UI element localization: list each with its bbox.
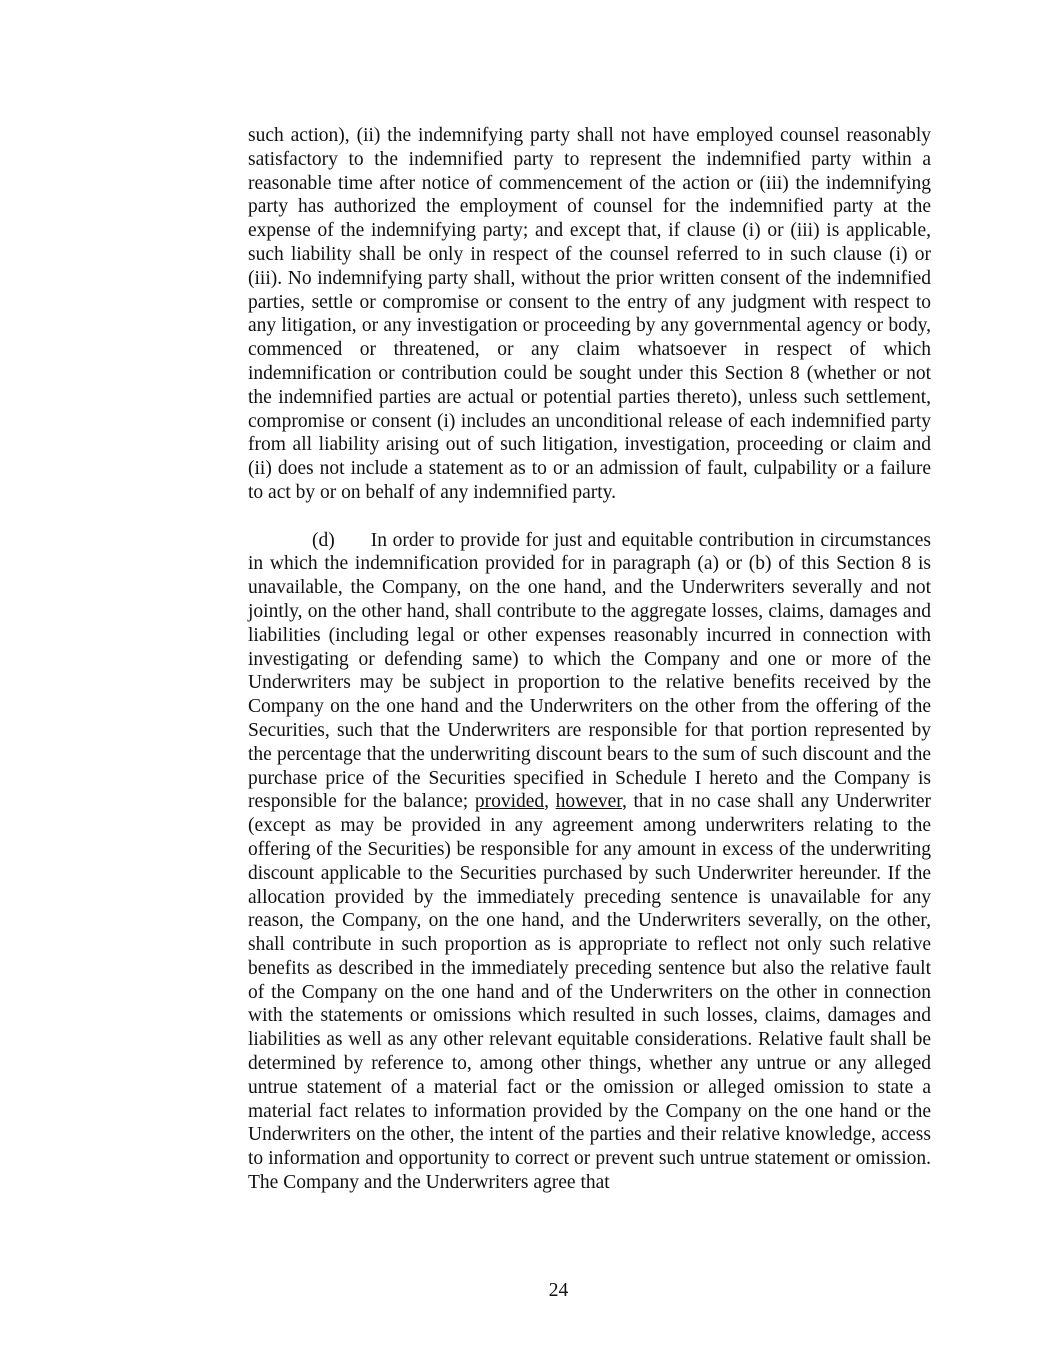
underlined-provided: provided [474,791,545,813]
paragraph-d [248,529,931,1195]
paragraph-d-separator: , [544,791,556,813]
paragraph-marker: (d) [312,529,335,551]
underlined-however: however [555,791,623,813]
document-body [248,124,931,1195]
paragraph-d-text-before: In order to provide for just and equitable contribution in circumstances in which the indemnification provided for in paragraph (a) or (b) of this Section 8 is unavailable, the Company, on the one hand, and the Underwriters severally and not jointly, on the other hand, shall contribute to the aggregate losses, claims, damages and liabilities (including legal or other expenses reasonably incurred in connection with investigating or defending same) to which the Company and one or more of the Underwriters may be subject in proportion to the relative benefits received by the Company on the one hand and the Underwriters on the other from the offering of the Securities, such that the Underwriters are responsible for that portion represented by the percentage that the underwriting discount bears to the sum of such discount and the purchase price of the Securities specified in Schedule I hereto and the Company is responsible for the balance; [248,529,931,813]
paragraph-d-text-after: , that in no case shall any Underwriter (except as may be provided in any agreement among underwriters relating to the offering of the Securities) be responsible for any amount in excess of the underwriting discount applicable to the Securities purchased by such Underwriter hereunder. If the allocation provided by the immediately preceding sentence is unavailable for any reason, the Company, on the one hand, and the Underwriters severally, on the other, shall contribute in such proportion as is appropriate to reflect not only such relative benefits as described in the immediately preceding sentence but also the relative fault of the Company on the one hand and of the Underwriters on the other in connection with the statements or omissions which resulted in such losses, claims, damages and liabilities as well as any other relevant equitable considerations. Relative fault shall be determined by reference to, among other things, whether any untrue or any alleged untrue statement of a material fact or the omission or alleged omission to state a material fact relates to information provided by the Company on the one hand or the Underwriters on the other, the intent of the parties and their relative knowledge, access to information and opportunity to correct or prevent such untrue statement or omission. The Company and the Underwriters agree that [248,791,931,1194]
page-number: 24 [548,1280,569,1301]
paragraph-continuation: such action), (ii) the indemnifying party shall not have employed counsel reasonably satisfactory to the indemnified party to represent the indemnified party within a reasonable time after notice of commencement of the action or (iii) the indemnifying party has authorized the employment of counsel for the indemnified party at the expense of the indemnifying party; and except that, if clause (i) or (iii) is applicable, such liability shall be only in respect of the counsel referred to in such clause (i) or (iii). No indemnifying party shall, without the prior written consent of the indemnified parties, settle or compromise or consent to the entry of any judgment with respect to any litigation, or any investigation or proceeding by any governmental agency or body, commenced or threatened, or any claim whatsoever in respect of which indemnification or contribution could be sought under this Section 8 (whether or not the indemnified parties are actual or potential parties thereto), unless such settlement, compromise or consent (i) includes an unconditional release of each indemnified party from all liability arising out of such litigation, investigation, proceeding or claim and (ii) does not include a statement as to or an admission of fault, culpability or a failure to act by or on behalf of any indemnified party. [248,125,931,503]
